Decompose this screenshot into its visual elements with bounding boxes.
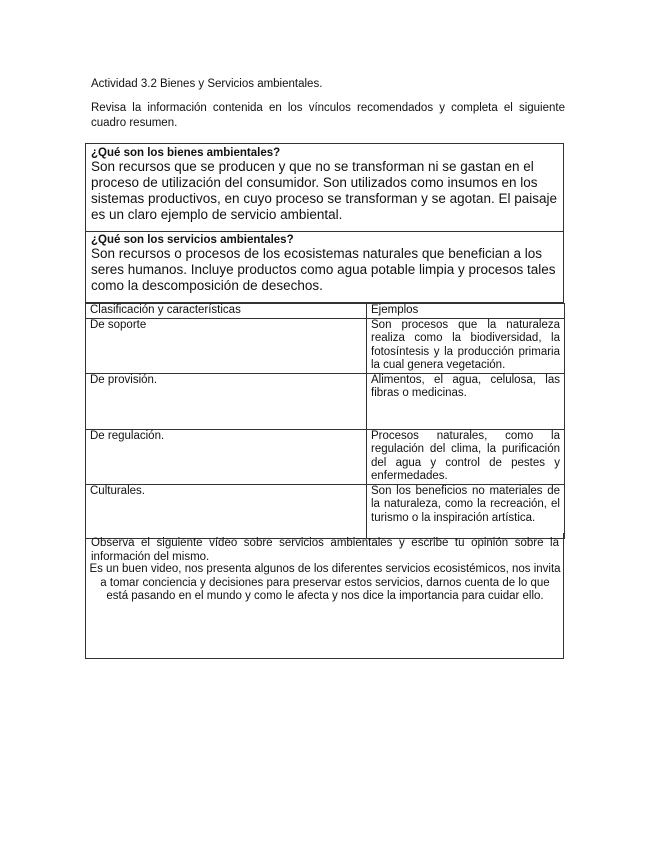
servicios-ambientales-section: [85, 231, 564, 303]
example-cell: Alimentos, el agua, celulosa, las fibras o medicinas.: [367, 373, 565, 429]
instructions-text: Revisa la información contenida en los vínculos recomendados y completa el siguiente cuadro resumen.: [91, 102, 565, 129]
bienes-question: ¿Qué son los bienes ambientales?: [91, 147, 281, 159]
example-cell: Procesos naturales, como la regulación del clima, la purificación del agua y control de pestes y enfermedades.: [367, 429, 565, 484]
category-cell: De soporte: [86, 318, 367, 373]
example-cell: Son los beneficios no materiales de la naturaleza, como la recreación, el turismo o la inspiración artística.: [367, 484, 565, 538]
header-examples: Ejemplos: [367, 304, 565, 319]
bienes-answer: Son recursos que se producen y que no se transforman ni se gastan en el proceso de utilización del consumidor. Son utilizados como insumos en los sistemas productivos, en cuyo proceso se transforman y se agotan. El paisaje es un claro ejemplo de servicio ambiental.: [91, 159, 557, 222]
servicios-question: ¿Qué son los servicios ambientales?: [91, 234, 294, 246]
table-row: [86, 484, 565, 538]
observation-section: [85, 533, 564, 659]
classification-table: [85, 303, 565, 539]
category-cell: De regulación.: [86, 429, 367, 484]
table-header-row: [86, 304, 565, 319]
bienes-ambientales-section: [85, 143, 564, 232]
example-cell: Son procesos que la naturaleza realiza como la biodiversidad, la fotosíntesis y la producción primaria la cual genera vegetación.: [367, 318, 565, 373]
table-row: [86, 373, 565, 429]
observation-answer: Es un buen video, nos presenta algunos de los diferentes servicios ecosistémicos, nos invita a tomar conciencia y decisiones para preservar estos servicios, darnos cuenta de lo que está pasando en el mundo y como le afecta y nos dice la importancia para cuidar ello.: [89, 563, 561, 602]
table-row: [86, 429, 565, 484]
servicios-answer: Son recursos o procesos de los ecosistemas naturales que benefician a los seres humanos. Incluye productos como agua potable limpia y procesos tales como la descomposición de desechos.: [91, 246, 556, 293]
observation-prompt: Observa el siguiente vídeo sobre servicios ambientales y escribe tu opinión sobre la información del mismo.: [91, 537, 559, 563]
category-cell: De provisión.: [86, 373, 367, 429]
category-cell: Culturales.: [86, 484, 367, 538]
header-classification: Clasificación y características: [86, 304, 367, 319]
activity-title: Actividad 3.2 Bienes y Servicios ambientales.: [91, 78, 323, 90]
table-row: [86, 318, 565, 373]
